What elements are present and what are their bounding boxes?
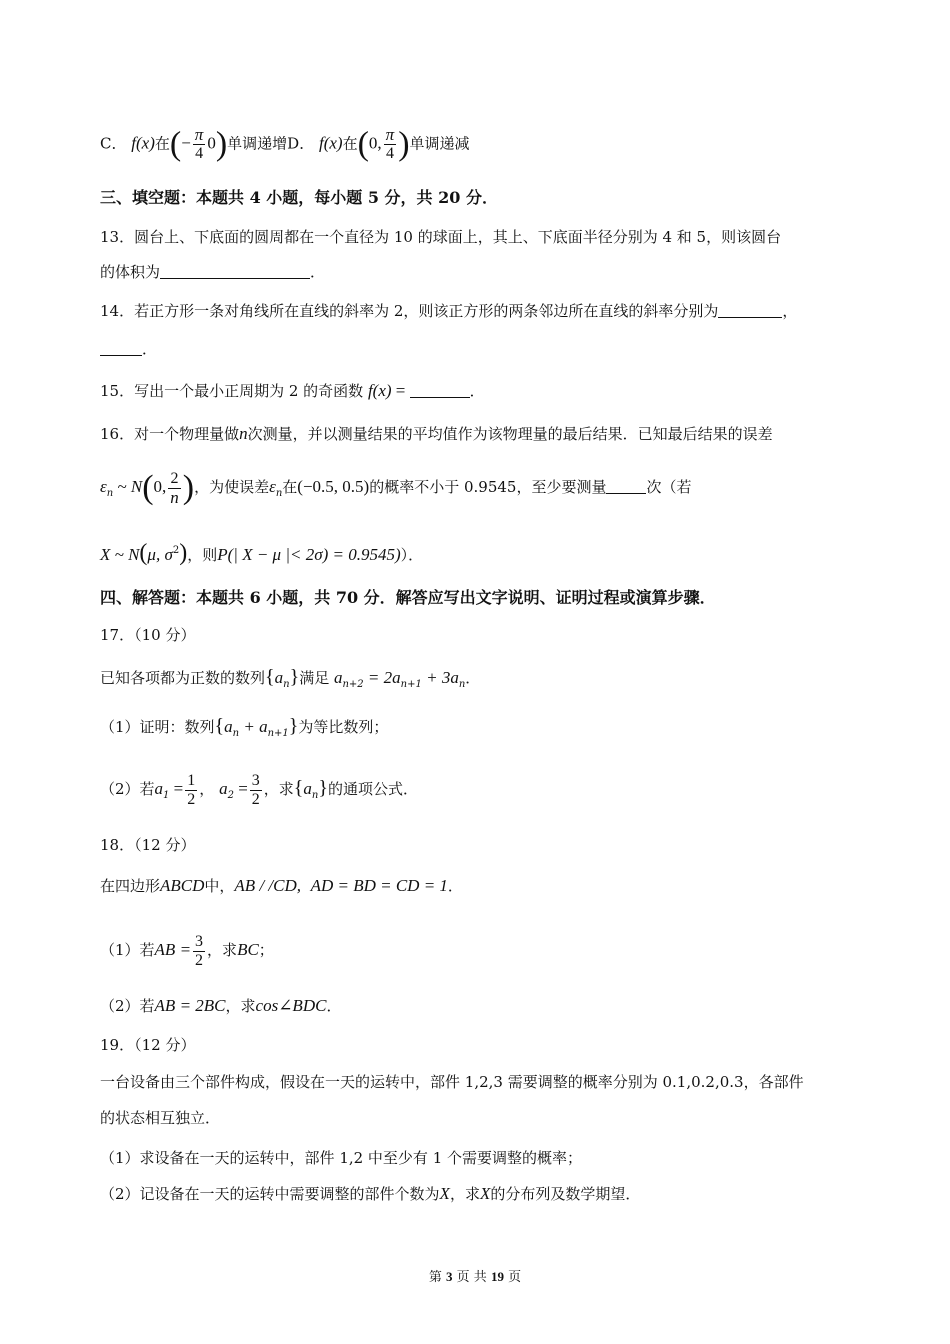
current-page: 3 bbox=[446, 1269, 453, 1284]
q13-line2 bbox=[100, 262, 860, 282]
q18-text: ． bbox=[326, 997, 342, 1015]
q13-line1: 13．圆台上、下底面的圆周都在一个直径为 10 的球面上，其上、下底面半径分别为 4 和 5，则该圆台 bbox=[100, 228, 782, 246]
q18-text: ，求 bbox=[207, 941, 238, 959]
a2: a bbox=[219, 779, 228, 798]
frac-den: 2 bbox=[187, 790, 196, 808]
q16-text: 的概率不小于 0.9545，至少要测量 bbox=[369, 478, 607, 496]
subscript: n+1 bbox=[267, 728, 289, 739]
section-3-title: 三、填空题：本题共 4 小题，每小题 5 分，共 20 分． bbox=[100, 188, 498, 207]
frac-num: 1 bbox=[187, 771, 196, 789]
q18-text: 中， bbox=[204, 877, 235, 895]
mu-sigma: μ, σ bbox=[147, 545, 173, 564]
eq: = bbox=[233, 779, 248, 798]
footer-text: 第 bbox=[428, 1270, 442, 1285]
frac-1-2 bbox=[185, 772, 197, 809]
frac-2-n bbox=[168, 470, 181, 507]
zero: 0 bbox=[207, 133, 216, 153]
frac-num: 2 bbox=[168, 470, 181, 489]
q17-text: 满足 bbox=[299, 669, 330, 687]
subscript: n bbox=[106, 488, 114, 499]
q18-part1 bbox=[100, 928, 860, 972]
bc: BC bbox=[237, 940, 259, 959]
page-footer bbox=[0, 1266, 950, 1285]
q16-n: n bbox=[239, 424, 248, 443]
q15-text: 15．写出一个最小正周期为 2 的奇函数 bbox=[100, 382, 364, 400]
q16-text: 次（若 bbox=[646, 478, 692, 496]
q18-text: ； bbox=[258, 941, 274, 959]
frac-num: π bbox=[385, 125, 395, 144]
frac-num: 3 bbox=[251, 771, 260, 789]
q17-part1 bbox=[100, 713, 860, 739]
q18-text: ． bbox=[447, 877, 463, 895]
left-paren: ( bbox=[169, 125, 182, 163]
seq-a: a bbox=[274, 668, 284, 687]
right-brace: } bbox=[318, 777, 328, 799]
q17-text: ， bbox=[199, 780, 215, 798]
q18-head: 18．（12 分） bbox=[100, 836, 196, 854]
subscript: n bbox=[458, 679, 466, 690]
q13-text: 的体积为 bbox=[100, 263, 161, 281]
q19-part1: （1）求设备在一天的运转中，部件 1,2 中至少有 1 个需要调整的概率； bbox=[100, 1149, 583, 1167]
left-paren: ( bbox=[139, 540, 148, 566]
q19-text: ，求 bbox=[449, 1185, 480, 1203]
q16-line1 bbox=[100, 424, 860, 444]
right-paren: ) bbox=[398, 125, 410, 163]
cos-bdc: cos∠BDC bbox=[255, 996, 327, 1015]
seq-a: a bbox=[224, 717, 233, 736]
frac-3-2 bbox=[250, 772, 262, 809]
q17-stem bbox=[100, 664, 860, 690]
q16-line2 bbox=[100, 465, 860, 509]
right-brace: } bbox=[288, 715, 299, 737]
option-c-fx: f(x) bbox=[131, 133, 155, 153]
q14-line1 bbox=[100, 301, 860, 321]
answer-blank[interactable] bbox=[718, 301, 782, 318]
q17-text: ． bbox=[465, 669, 481, 687]
q15-fx: f(x) bbox=[367, 381, 392, 400]
q14-line2 bbox=[100, 339, 860, 359]
q18-part2 bbox=[100, 996, 860, 1016]
probability-expr: P(| X − μ |< 2σ) = 0.9545) bbox=[217, 545, 401, 564]
epsilon: ε bbox=[269, 477, 276, 496]
footer-text: 页 共 bbox=[456, 1270, 487, 1285]
frac-3-2 bbox=[193, 933, 205, 970]
total-pages: 19 bbox=[490, 1269, 504, 1284]
subscript: n+1 bbox=[400, 679, 422, 690]
left-paren: ( bbox=[357, 125, 369, 163]
q18-text: 在四边形 bbox=[100, 877, 161, 895]
q18-stem bbox=[100, 876, 860, 896]
option-d-fx: f(x) bbox=[318, 133, 343, 153]
zero: 0, bbox=[153, 477, 167, 496]
option-d-text: 单调递减 bbox=[409, 134, 470, 153]
frac-num: π bbox=[194, 125, 204, 144]
q16-text: ）． bbox=[400, 546, 424, 564]
q19-line1: 一台设备由三个部件构成，假设在一天的运转中，部件 1,2,3 需要调整的概率分别为 0.1,0.2,0.3，各部件 bbox=[100, 1073, 804, 1091]
q17-text: （1）证明：数列 bbox=[100, 718, 215, 736]
subscript: 1 bbox=[163, 790, 170, 801]
ab-2bc: AB = 2BC bbox=[154, 996, 226, 1015]
q18-text: （2）若 bbox=[100, 997, 155, 1015]
left-paren: ( bbox=[142, 469, 154, 506]
eq: = bbox=[169, 779, 184, 798]
q15-eq: = bbox=[391, 381, 410, 400]
option-d-label: D． bbox=[287, 134, 315, 153]
ab-eq: AB = bbox=[154, 940, 192, 959]
subscript: n bbox=[283, 679, 290, 690]
q19-part2 bbox=[100, 1184, 860, 1204]
q16-line3 bbox=[100, 538, 860, 564]
footer-text: 页 bbox=[508, 1270, 522, 1285]
q15-end: ． bbox=[469, 382, 485, 400]
option-c-text: 单调递增 bbox=[227, 134, 288, 153]
rec-plus: + 3a bbox=[421, 668, 459, 687]
q16-text: 在 bbox=[282, 478, 298, 496]
q17-text: 的通项公式． bbox=[327, 780, 418, 798]
neg-sign: − bbox=[181, 133, 191, 153]
q19-text: （2）记设备在一天的运转中需要调整的部件个数为 bbox=[100, 1185, 440, 1203]
right-brace: } bbox=[289, 666, 300, 688]
frac-pi-4 bbox=[193, 126, 206, 163]
option-c-zai: 在 bbox=[154, 134, 170, 153]
q16-text: ，则 bbox=[187, 546, 218, 564]
q19-line2: 的状态相互独立． bbox=[100, 1109, 221, 1127]
q19-text: 的分布列及数学期望． bbox=[490, 1185, 641, 1203]
q18-text: ，求 bbox=[225, 997, 256, 1015]
q14-end: ． bbox=[142, 340, 158, 358]
right-paren: ) bbox=[182, 469, 195, 506]
q14-text: 14．若正方形一条对角线所在直线的斜率为 2，则该正方形的两条邻边所在直线的斜率分别为 bbox=[100, 302, 719, 320]
frac-pi-4 bbox=[384, 126, 397, 163]
q13-end: ． bbox=[310, 263, 326, 281]
q17-text: （2）若 bbox=[100, 780, 155, 798]
zero: 0, bbox=[368, 133, 382, 153]
subscript: n bbox=[275, 488, 283, 499]
q12-options bbox=[100, 125, 860, 163]
right-paren: ) bbox=[179, 540, 188, 566]
q15-line bbox=[100, 381, 860, 401]
subscript: 2 bbox=[227, 790, 234, 801]
answer-blank[interactable] bbox=[606, 477, 646, 494]
answer-blank[interactable] bbox=[100, 339, 142, 356]
subscript: n+2 bbox=[342, 679, 364, 690]
answer-blank[interactable] bbox=[160, 262, 310, 279]
option-d-zai: 在 bbox=[342, 134, 358, 153]
seq-a: a bbox=[303, 779, 312, 798]
q18-text: （1）若 bbox=[100, 941, 155, 959]
frac-den: 4 bbox=[385, 145, 394, 162]
normal-x: X ~ N bbox=[100, 545, 140, 564]
epsilon: ε bbox=[100, 477, 107, 496]
q16-text: 次测量，并以测量结果的平均值作为该物理量的最后结果．已知最后结果的误差 bbox=[247, 425, 773, 443]
equal-expr: AD = BD = CD = 1 bbox=[310, 876, 448, 895]
q16-text: ，为使误差 bbox=[194, 478, 270, 496]
interval: (−0.5, 0.5) bbox=[297, 477, 370, 496]
var-x: X bbox=[479, 1184, 491, 1203]
normal-dist: ~ N bbox=[113, 477, 143, 496]
superscript: 2 bbox=[172, 545, 180, 556]
section-4-title: 四、解答题：本题共 6 小题，共 70 分．解答应写出文字说明、证明过程或演算步骤． bbox=[100, 588, 716, 607]
frac-den: n bbox=[170, 487, 179, 507]
plus-a: + a bbox=[239, 717, 268, 736]
rec-eq: = 2a bbox=[363, 668, 401, 687]
q17-text: ，求 bbox=[263, 780, 294, 798]
q17-part2 bbox=[100, 766, 860, 810]
q16-text: 16．对一个物理量做 bbox=[100, 425, 240, 443]
frac-num: 3 bbox=[195, 932, 204, 950]
frac-den: 2 bbox=[195, 951, 204, 969]
q14-comma: ， bbox=[782, 302, 798, 320]
q17-head: 17．（10 分） bbox=[100, 626, 196, 644]
option-c-label: C． bbox=[100, 134, 127, 153]
subscript: n bbox=[311, 790, 319, 801]
answer-blank[interactable] bbox=[410, 381, 470, 398]
quad-abcd: ABCD bbox=[160, 876, 205, 895]
right-paren: ) bbox=[215, 125, 228, 163]
frac-den: 2 bbox=[251, 790, 260, 808]
left-brace: { bbox=[265, 666, 275, 688]
left-brace: { bbox=[293, 777, 304, 799]
q17-text: 为等比数列； bbox=[298, 718, 389, 736]
q17-text: 已知各项都为正数的数列 bbox=[100, 669, 266, 687]
parallel-expr: AB / /CD, bbox=[234, 876, 302, 895]
q19-head: 19．（12 分） bbox=[100, 1036, 196, 1054]
left-brace: { bbox=[214, 715, 225, 737]
frac-den: 4 bbox=[195, 145, 204, 162]
rec-a: a bbox=[333, 668, 343, 687]
subscript: n bbox=[232, 728, 240, 739]
var-x: X bbox=[439, 1184, 450, 1203]
a1: a bbox=[154, 779, 164, 798]
